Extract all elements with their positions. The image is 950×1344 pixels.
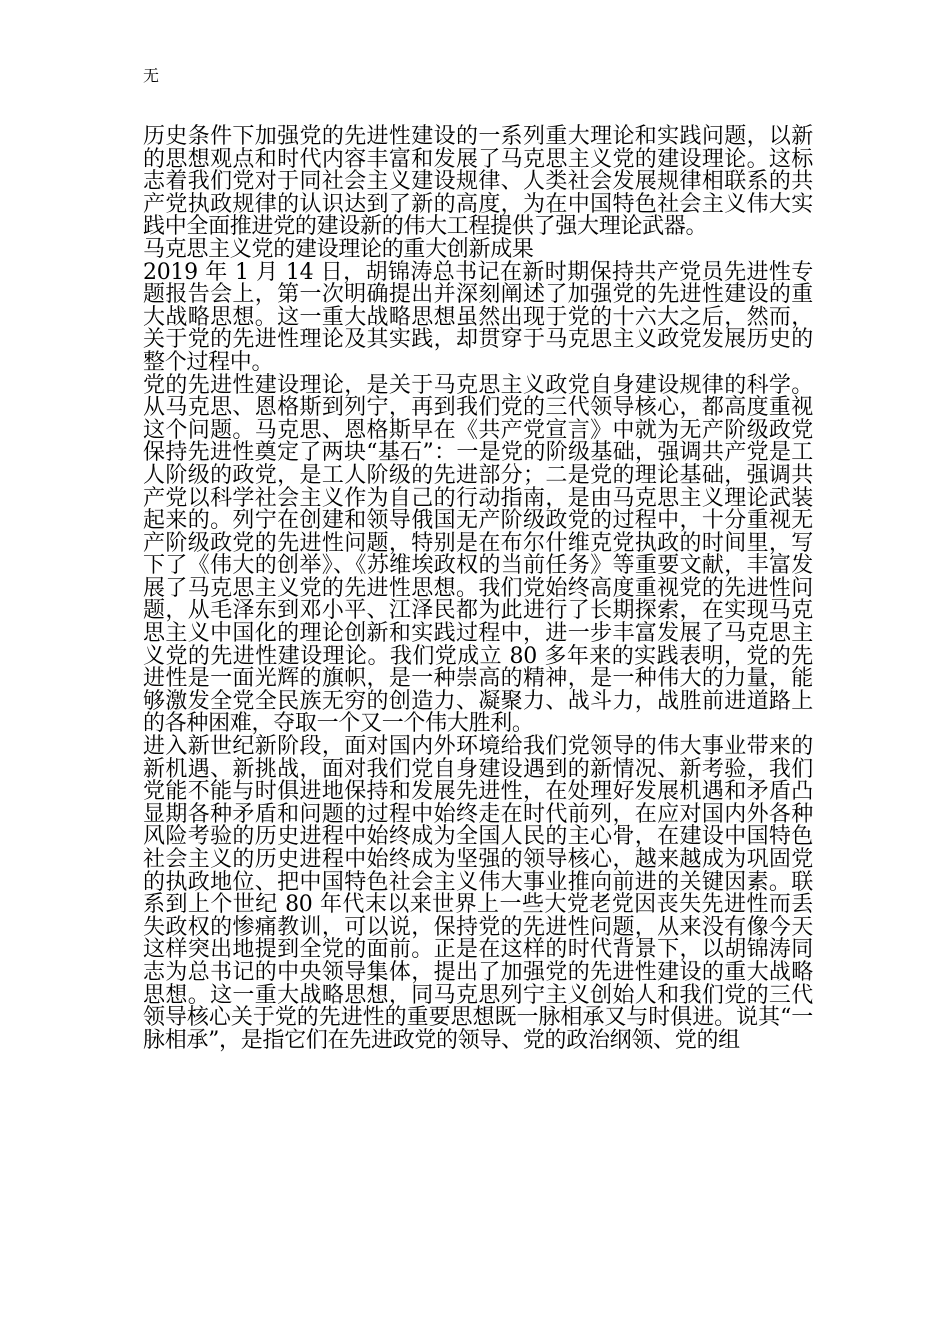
page-header: 无 [143, 66, 160, 85]
paragraph-advanced-nature-theory: 党的先进性建设理论，是关于马克思主义政党自身建设规律的科学。从马克思、恩格斯到列宁，再到我们党的三代领导核心，都高度重视这个问题。马克思、恩格斯早在《共产党宣言》中就为无产阶级政党保持先进性奠定了两块“基石”：一是党的阶级基础，强调共产党是工人阶级的政党，是工人阶级的先进部分；二是党的理论基础，强调共产党以科学社会主义作为自己的行动指南，是由马克思主义理论武装起来的。列宁在创建和领导俄国无产阶级政党的过程中，十分重视无产阶级政党的先进性问题，特别是在布尔什维克党执政的时间里，写下了《伟大的创举》、《苏维埃政权的当前任务》等重要文献，丰富发展了马克思主义党的先进性思想。我们党始终高度重视党的先进性问题，从毛泽东到邓小平、江泽民都为此进行了长期探索，在实现马克思主义中国化的理论创新和实践过程中，进一步丰富发展了马克思主义党的先进性建设理论。我们党成立 80 多年来的实践表明，党的先进性是一面光辉的旗帜，是一种崇高的精神，是一种伟大的力量，能够激发全党全民族无穷的创造力、凝聚力、战斗力，战胜前进道路上的各种困难，夺取一个又一个伟大胜利。 [143, 372, 813, 737]
paragraph-new-century: 进入新世纪新阶段，面对国内外环境给我们党领导的伟大事业带来的新机遇、新挑战，面对我们党自身建设遇到的新情况、新考验，我们党能不能与时俱进地保持和发展先进性，在处理好发展机遇和矛盾凸显期各种矛盾和问题的过程中始终走在时代前列，在应对国内外各种风险考验的历史进程中始终成为全国人民的主心骨，在建设中国特色社会主义的历史进程中始终成为坚强的领导核心，越来越成为巩固党的执政地位、把中国特色社会主义伟大事业推向前进的关键因素。联系到上个世纪 80 年代末以来世界上一些大党老党因丧失先进性而丢失政权的惨痛教训，可以说，保持党的先进性问题，从来没有像今天这样突出地提到全党的面前。正是在这样的时代背景下，以胡锦涛同志为总书记的中央领导集体，提出了加强党的先进性建设的重大战略思想。这一重大战略思想，同马克思列宁主义创始人和我们党的三代领导核心关于党的先进性的重要思想既一脉相承又与时俱进。说其“一脉相承”，是指它们在先进政党的领导、党的政治纲领、党的组 [143, 734, 813, 1053]
paragraph-2019-report: 2019 年 1 月 14 日，胡锦涛总书记在新时期保持共产党员先进性专题报告会上，第一次明确提出并深刻阐述了加强党的先进性建设的重大战略思想。这一重大战略思想虽然出现于党的十六大之后，然而，关于党的先进性理论及其实践，却贯穿于马克思主义政党发展历史的整个过程中。 [143, 259, 813, 375]
document-body [143, 126, 813, 1052]
section-heading: 马克思主义党的建设理论的重大创新成果 [143, 236, 534, 262]
paragraph-continued: 历史条件下加强党的先进性建设的一系列重大理论和实践问题，以新的思想观点和时代内容丰富和发展了马克思主义党的建设理论。这标志着我们党对于同社会主义建设规律、人类社会发展规律相联系的共产党执政规律的认识达到了新的高度，为在中国特色社会主义伟大实践中全面推进党的建设新的伟大工程提供了强大理论武器。 [143, 124, 813, 240]
